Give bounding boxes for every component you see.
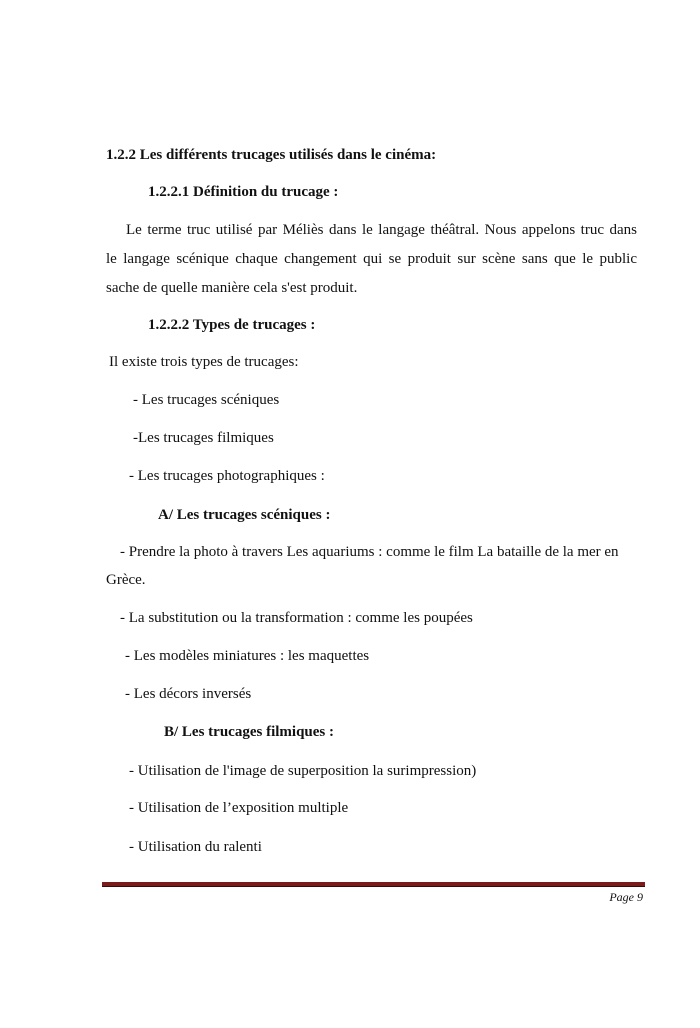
types-intro: Il existe trois types de trucages:: [109, 354, 299, 370]
paragraph-line: le langage scénique chaque changement qui se produit sur scène sans que le public: [106, 251, 637, 267]
list-item: - Utilisation du ralenti: [129, 839, 262, 855]
section-heading: 1.2.2 Les différents trucages utilisés dans le cinéma:: [106, 147, 437, 163]
footer-divider: [102, 882, 645, 887]
part-b-heading: B/ Les trucages filmiques :: [164, 724, 334, 740]
subsection-heading-definition: 1.2.2.1 Définition du trucage :: [148, 184, 339, 200]
list-item: -Les trucages filmiques: [133, 430, 274, 446]
page-number: Page 9: [609, 890, 643, 904]
list-item: - Les trucages scéniques: [133, 392, 280, 408]
paragraph-line: Le terme truc utilisé par Méliès dans le langage théâtral. Nous appelons truc dans: [126, 222, 637, 238]
list-item: - Les décors inversés: [125, 686, 252, 702]
subsection-heading-types: 1.2.2.2 Types de trucages :: [148, 317, 316, 333]
list-item-continuation: Grèce.: [106, 572, 146, 588]
list-item: - La substitution ou la transformation : comme les poupées: [120, 610, 473, 626]
list-item: - Prendre la photo à travers Les aquariums : comme le film La bataille de la mer en: [120, 544, 619, 560]
part-a-heading: A/ Les trucages scéniques :: [158, 507, 331, 523]
list-item: - Utilisation de l'image de superposition la surimpression): [129, 763, 477, 779]
paragraph-line: sache de quelle manière cela s'est produit.: [106, 280, 358, 296]
list-item: - Les trucages photographiques :: [129, 468, 325, 484]
list-item: - Les modèles miniatures : les maquettes: [125, 648, 370, 664]
list-item: - Utilisation de l’exposition multiple: [129, 800, 349, 816]
